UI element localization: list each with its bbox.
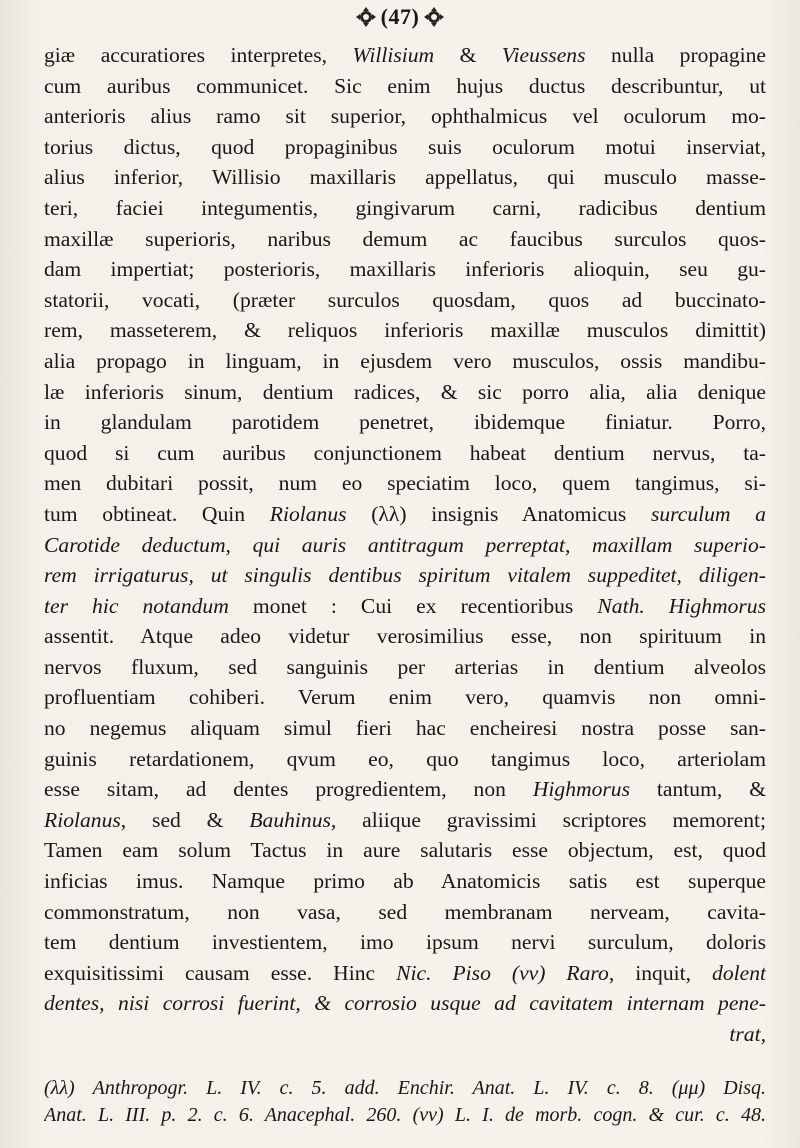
- text-segment: læ inferioris sinum, dentium radices, & sic porro alia, alia denique: [44, 379, 766, 404]
- text-line: [44, 988, 766, 1019]
- page-number: [355, 4, 446, 30]
- text-segment: Riolanus: [269, 501, 347, 526]
- text-segment: trat,: [729, 1022, 766, 1046]
- text-line: [44, 132, 766, 163]
- text-segment: cum auribus communicet. Sic enim hujus ductus describuntur, ut: [44, 73, 766, 98]
- text-line: [44, 1019, 766, 1050]
- text-line: [44, 652, 766, 683]
- text-line: [44, 377, 766, 408]
- text-line: [44, 285, 766, 316]
- text-line: [44, 591, 766, 622]
- text-segment: rem irrigaturus, ut singulis dentibus spiritum vitalem suppeditet, diligen-: [44, 563, 766, 588]
- text-line: [44, 713, 766, 744]
- text-line: [44, 530, 766, 561]
- text-line: [44, 407, 766, 438]
- text-line: [44, 744, 766, 775]
- text-segment: exquisitissimi causam esse. Hinc: [44, 960, 397, 985]
- text-segment: Riolanus: [44, 807, 121, 832]
- text-segment: , aliique gravissimi scriptores memorent;: [330, 807, 766, 832]
- text-segment: in glandulam parotidem penetret, ibidemque finiatur. Porro,: [44, 410, 766, 435]
- text-line: [44, 468, 766, 499]
- text-segment: teri, faciei integumentis, gingivarum carni, radicibus dentium: [44, 195, 766, 220]
- text-segment: nervos fluxum, sed sanguinis per arterias in dentium alveolos: [44, 654, 766, 679]
- text-segment: Tamen eam solum Tactus in aure salutaris esse objectum, est, quod: [44, 838, 766, 863]
- text-segment: assentit. Atque adeo videtur verosimilius esse, non spirituum in: [44, 624, 766, 649]
- text-line: [44, 897, 766, 928]
- text-line: [44, 193, 766, 224]
- text-segment: surculum a: [650, 501, 766, 526]
- page-header: [0, 4, 800, 36]
- text-segment: commonstratum, non vasa, sed membranam nerveam, cavita-: [44, 899, 766, 924]
- text-segment: , inquit,: [608, 960, 713, 985]
- text-segment: tantum, &: [630, 777, 766, 802]
- text-line: [44, 560, 766, 591]
- text-segment: guinis retardationem, qvum eo, quo tangimus loco, arteriolam: [44, 746, 766, 771]
- text-segment: torius dictus, quod propaginibus suis oculorum motui inserviat,: [44, 134, 766, 159]
- text-segment: giæ accuratiores interpretes,: [44, 43, 353, 67]
- text-line: [44, 499, 766, 530]
- text-line: [44, 682, 766, 713]
- footnote-line: Anat. L. III. p. 2. c. 6. Anacephal. 260. (νν) L. I. de morb. cogn. & cur. c. 48.: [44, 1104, 766, 1126]
- text-segment: inficias imus. Namque primo ab Anatomicis satis est superque: [44, 869, 766, 894]
- text-segment: statorii, vocati, (præter surculos quosdam, quos ad buccinato-: [44, 287, 766, 312]
- text-line: [44, 958, 766, 989]
- text-segment: &: [434, 43, 502, 67]
- footnotes: [44, 1075, 766, 1129]
- text-line: [44, 224, 766, 255]
- text-segment: Highmorus: [532, 777, 631, 802]
- text-segment: Nath. Highmorus: [597, 593, 766, 618]
- text-segment: no negemus aliquam simul fieri hac encheiresi nostra posse san-: [44, 716, 766, 741]
- text-line: [44, 162, 766, 193]
- text-segment: maxillæ superioris, naribus demum ac faucibus surculos quos-: [44, 226, 766, 251]
- text-segment: profluentiam cohiberi. Verum enim vero, quamvis non omni-: [44, 685, 766, 710]
- text-line: [44, 774, 766, 805]
- text-segment: tum obtineat. Quin: [44, 501, 270, 526]
- text-segment: quod si cum auribus conjunctionem habeat dentium nervus, ta-: [44, 440, 766, 465]
- text-segment: monet : Cui ex recentioribus: [228, 593, 598, 618]
- text-line: [44, 621, 766, 652]
- text-segment: esse sitam, ad dentes progredientem, non: [44, 777, 533, 802]
- folio-text: (47): [380, 4, 420, 29]
- text-line: [44, 71, 766, 102]
- text-segment: Nic. Piso (νν) Raro: [396, 960, 609, 985]
- text-segment: Carotide deductum, qui auris antitragum perreptat, maxillam superio-: [44, 532, 766, 557]
- text-segment: , sed &: [120, 807, 250, 832]
- text-segment: alia propago in linguam, in ejusdem vero musculos, ossis mandibu-: [44, 348, 766, 373]
- text-segment: tem dentium investientem, imo ipsum nervi surculum, doloris: [44, 930, 766, 955]
- text-segment: ter hic notandum: [44, 593, 229, 618]
- text-line: [44, 346, 766, 377]
- text-line: [44, 805, 766, 836]
- text-line: [44, 866, 766, 897]
- footnote-line: (λλ) Anthropogr. L. IV. c. 5. add. Enchir. Anat. L. IV. c. 8. (μμ) Disq.: [44, 1077, 766, 1099]
- text-line: [44, 927, 766, 958]
- main-text: [44, 40, 766, 1050]
- text-segment: (λλ) insignis Anatomicus: [346, 501, 651, 526]
- text-segment: Willisium: [352, 43, 435, 67]
- text-segment: dam impertiat; posterioris, maxillaris inferioris alioquin, seu gu-: [44, 257, 766, 282]
- text-line: [44, 835, 766, 866]
- text-segment: alius inferior, Willisio maxillaris appellatus, qui musculo masse-: [44, 165, 766, 190]
- text-line: [44, 254, 766, 285]
- text-line: [44, 101, 766, 132]
- ornament-right-icon: [423, 7, 445, 27]
- text-segment: nulla propagine: [585, 43, 766, 67]
- text-segment: dolent: [712, 960, 766, 985]
- text-line: [44, 40, 766, 71]
- text-segment: Vieussens: [501, 43, 586, 67]
- text-line: [44, 438, 766, 469]
- text-segment: rem, masseterem, & reliquos inferioris maxillæ musculos dimittit): [44, 318, 766, 343]
- text-line: [44, 315, 766, 346]
- text-segment: dentes, nisi corrosi fuerint, & corrosio usque ad cavitatem internam pene-: [44, 991, 766, 1016]
- text-segment: men dubitari possit, num eo speciatim loco, quem tangimus, si-: [44, 471, 766, 496]
- ornament-left-icon: [355, 7, 377, 27]
- text-segment: anterioris alius ramo sit superior, ophthalmicus vel oculorum mo-: [44, 104, 766, 129]
- text-segment: Bauhinus: [249, 807, 331, 832]
